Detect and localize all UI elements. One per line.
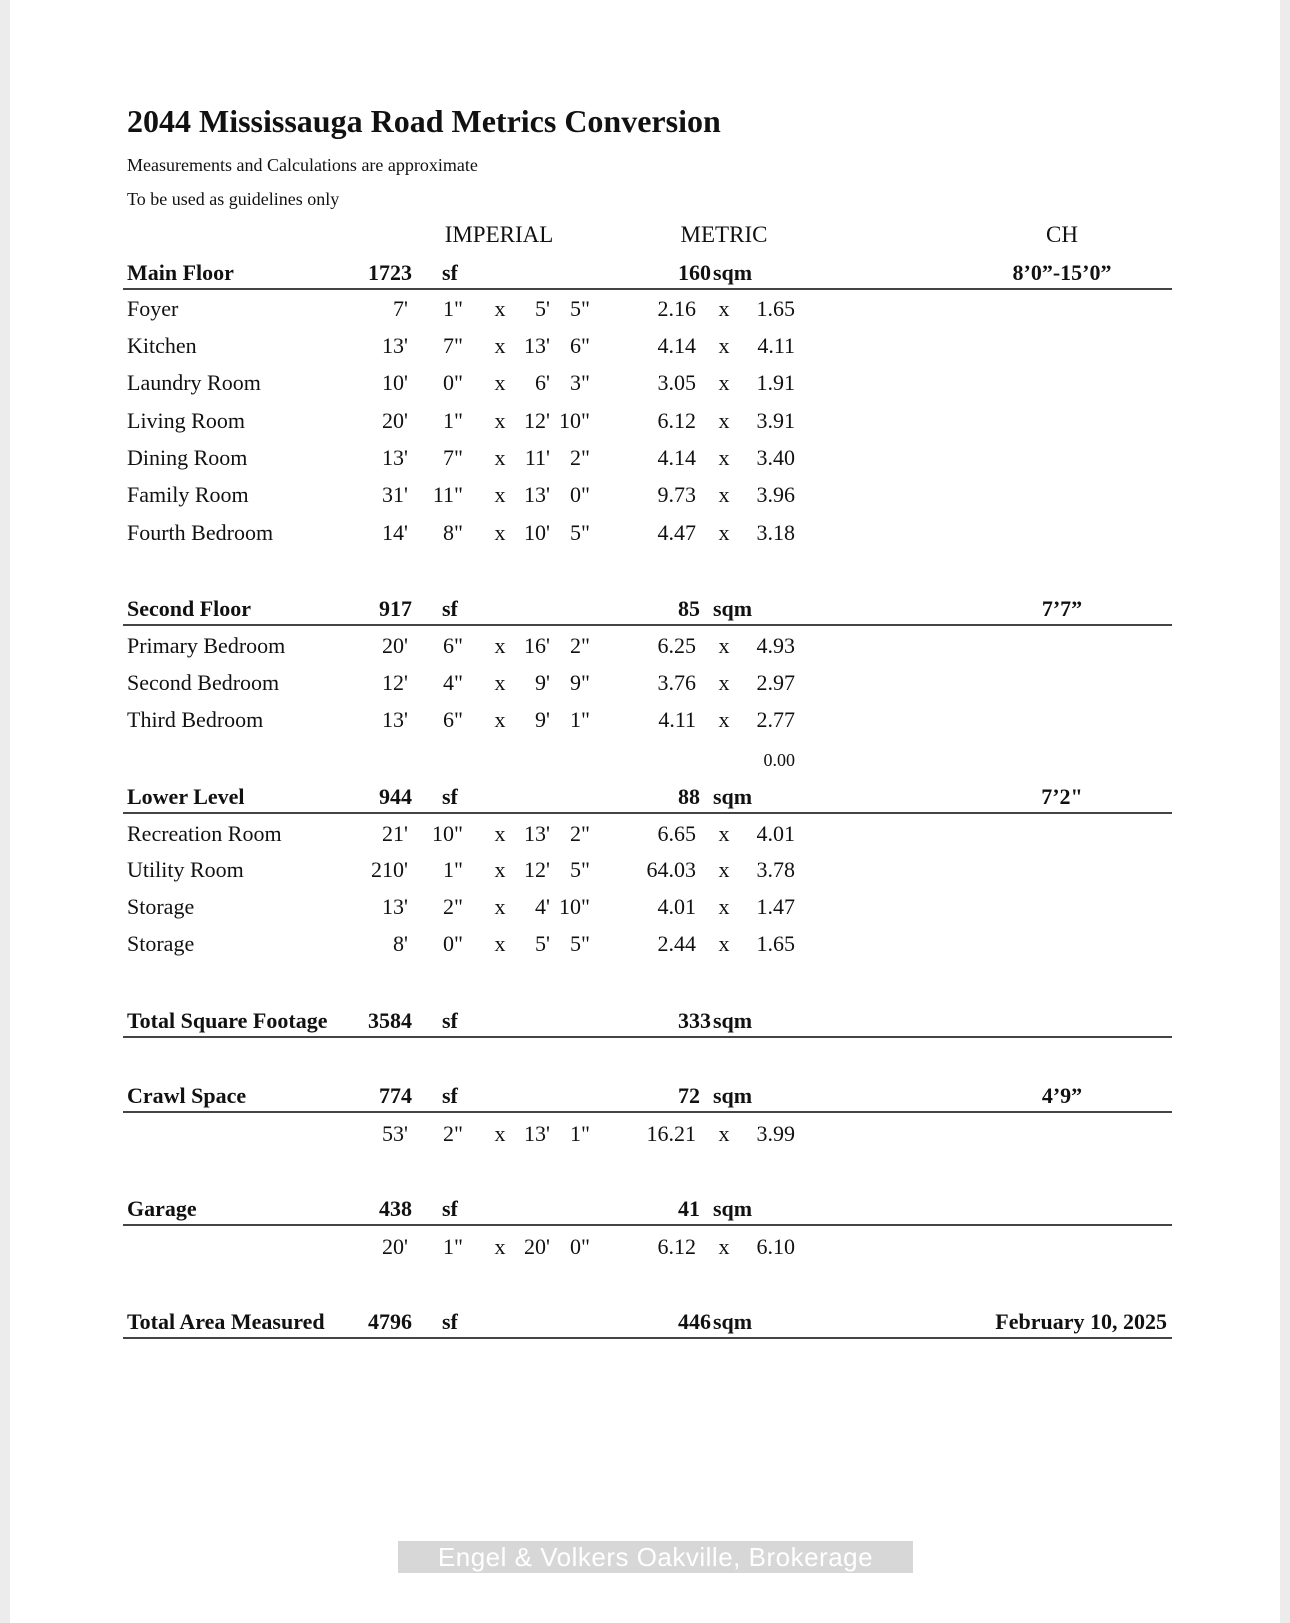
room-length-feet: 20' xyxy=(382,633,408,658)
room-width-inches: 5" xyxy=(570,857,590,882)
room-length-feet: 13' xyxy=(382,894,408,919)
times-symbol: x xyxy=(718,1121,730,1146)
times-symbol: x xyxy=(718,370,730,395)
page-title: 2044 Mississauga Road Metrics Conversion xyxy=(127,103,721,139)
section-divider xyxy=(123,1224,1172,1226)
room-name: Fourth Bedroom xyxy=(127,520,274,545)
room-name: Storage xyxy=(127,894,195,919)
times-symbol: x xyxy=(718,894,730,919)
times-symbol: x xyxy=(718,1234,730,1259)
room-length-inches: 2" xyxy=(443,1121,463,1146)
room-width-inches: 2" xyxy=(570,633,590,658)
room-length-inches: 1" xyxy=(443,408,463,433)
times-symbol: x xyxy=(494,482,506,507)
room-length-metres: 4.14 xyxy=(657,445,696,470)
column-header-ch: CH xyxy=(1046,222,1078,247)
room-width-metres: 4.93 xyxy=(756,633,795,658)
room-width-inches: 6" xyxy=(570,333,590,358)
section-title: Lower Level xyxy=(127,784,245,809)
room-width-metres: 1.47 xyxy=(756,894,795,919)
room-width-inches: 1" xyxy=(570,707,590,732)
room-length-metres: 6.12 xyxy=(657,408,696,433)
section-sf-unit: sf xyxy=(442,1309,458,1334)
times-symbol: x xyxy=(494,333,506,358)
room-name: Second Bedroom xyxy=(127,670,280,695)
section-title: Crawl Space xyxy=(127,1083,247,1108)
section-sqm-unit: sqm xyxy=(713,1008,753,1033)
room-length-inches: 0" xyxy=(443,370,463,395)
times-symbol: x xyxy=(494,821,506,846)
times-symbol: x xyxy=(494,857,506,882)
room-width-metres: 1.65 xyxy=(756,931,795,956)
section-divider xyxy=(123,1337,1172,1339)
room-width-metres: 3.18 xyxy=(756,520,795,545)
times-symbol: x xyxy=(718,296,730,321)
column-header-metric: METRIC xyxy=(680,222,768,247)
room-width-metres: 3.99 xyxy=(756,1121,795,1146)
section-sf-unit: sf xyxy=(442,784,458,809)
room-length-feet: 210' xyxy=(371,857,408,882)
room-name: Recreation Room xyxy=(127,821,282,846)
section-ceiling-height: 8’0”-15’0” xyxy=(1012,260,1112,285)
room-width-feet: 10' xyxy=(524,520,550,545)
section-sqft: 1723 xyxy=(368,260,412,285)
room-width-inches: 2" xyxy=(570,821,590,846)
section-sqm: 160 xyxy=(678,260,711,285)
times-symbol: x xyxy=(494,894,506,919)
section-ceiling-height: 7’2" xyxy=(1041,784,1083,809)
section-sf-unit: sf xyxy=(442,1196,458,1221)
times-symbol: x xyxy=(494,370,506,395)
room-length-feet: 20' xyxy=(382,1234,408,1259)
section-sqm: 41 xyxy=(678,1196,700,1221)
room-width-metres: 1.65 xyxy=(756,296,795,321)
section-sqm-unit: sqm xyxy=(713,1196,753,1221)
room-length-metres: 64.03 xyxy=(646,857,696,882)
room-name: Utility Room xyxy=(127,857,244,882)
room-width-metres: 4.11 xyxy=(757,333,795,358)
section-sqm: 85 xyxy=(678,596,700,621)
room-length-inches: 7" xyxy=(443,445,463,470)
room-length-metres: 2.44 xyxy=(657,931,696,956)
room-name: Third Bedroom xyxy=(127,707,264,732)
room-length-inches: 1" xyxy=(443,296,463,321)
room-width-inches: 0" xyxy=(570,1234,590,1259)
room-length-inches: 10" xyxy=(432,821,463,846)
section-sqft: 944 xyxy=(379,784,412,809)
times-symbol: x xyxy=(718,333,730,358)
times-symbol: x xyxy=(718,408,730,433)
room-length-feet: 12' xyxy=(382,670,408,695)
measured-date: February 10, 2025 xyxy=(995,1309,1167,1334)
room-width-inches: 10" xyxy=(559,408,590,433)
section-title: Total Area Measured xyxy=(127,1309,325,1334)
section-sqft: 4796 xyxy=(368,1309,412,1334)
zero-value: 0.00 xyxy=(763,750,795,770)
section-sqft: 438 xyxy=(379,1196,412,1221)
room-width-feet: 13' xyxy=(524,333,550,358)
room-width-metres: 2.97 xyxy=(756,670,795,695)
section-sqm-unit: sqm xyxy=(713,1083,753,1108)
section-ceiling-height: 7’7” xyxy=(1041,596,1083,621)
section-sf-unit: sf xyxy=(442,1008,458,1033)
room-length-metres: 6.25 xyxy=(657,633,696,658)
room-length-feet: 7' xyxy=(393,296,408,321)
room-length-inches: 2" xyxy=(443,894,463,919)
section-sqm: 446 xyxy=(678,1309,711,1334)
times-symbol: x xyxy=(494,520,506,545)
room-length-metres: 3.76 xyxy=(657,670,696,695)
room-width-inches: 5" xyxy=(570,296,590,321)
section-sqm-unit: sqm xyxy=(713,1309,753,1334)
room-width-metres: 3.96 xyxy=(756,482,795,507)
room-width-metres: 1.91 xyxy=(756,370,795,395)
section-sqm-unit: sqm xyxy=(713,260,753,285)
section-sf-unit: sf xyxy=(442,1083,458,1108)
room-length-metres: 6.65 xyxy=(657,821,696,846)
section-sqft: 3584 xyxy=(368,1008,412,1033)
section-title: Main Floor xyxy=(127,260,234,285)
section-divider xyxy=(123,1036,1172,1038)
section-title: Garage xyxy=(127,1196,197,1221)
room-width-metres: 2.77 xyxy=(756,707,795,732)
room-length-inches: 1" xyxy=(443,1234,463,1259)
room-width-metres: 3.78 xyxy=(756,857,795,882)
room-width-feet: 20' xyxy=(524,1234,550,1259)
room-length-inches: 1" xyxy=(443,857,463,882)
room-length-metres: 4.47 xyxy=(657,520,696,545)
room-width-metres: 4.01 xyxy=(756,821,795,846)
section-sqft: 774 xyxy=(379,1083,412,1108)
times-symbol: x xyxy=(494,633,506,658)
room-length-metres: 4.14 xyxy=(657,333,696,358)
room-name: Dining Room xyxy=(127,445,248,470)
times-symbol: x xyxy=(494,1121,506,1146)
times-symbol: x xyxy=(494,445,506,470)
room-width-feet: 12' xyxy=(524,408,550,433)
room-name: Primary Bedroom xyxy=(127,633,286,658)
times-symbol: x xyxy=(494,296,506,321)
times-symbol: x xyxy=(718,707,730,732)
room-width-feet: 5' xyxy=(535,296,550,321)
room-length-inches: 0" xyxy=(443,931,463,956)
room-width-inches: 9" xyxy=(570,670,590,695)
room-width-feet: 9' xyxy=(535,670,550,695)
room-name: Storage xyxy=(127,931,195,956)
room-width-feet: 16' xyxy=(524,633,550,658)
times-symbol: x xyxy=(494,931,506,956)
section-divider xyxy=(123,288,1172,290)
room-length-metres: 6.12 xyxy=(657,1234,696,1259)
room-length-feet: 53' xyxy=(382,1121,408,1146)
section-sqm: 72 xyxy=(678,1083,700,1108)
document-page xyxy=(10,0,1280,1623)
room-width-feet: 4' xyxy=(535,894,550,919)
room-width-inches: 1" xyxy=(570,1121,590,1146)
room-width-feet: 9' xyxy=(535,707,550,732)
room-name: Living Room xyxy=(127,408,245,433)
room-length-metres: 9.73 xyxy=(657,482,696,507)
times-symbol: x xyxy=(494,707,506,732)
room-length-feet: 13' xyxy=(382,707,408,732)
section-sqm-unit: sqm xyxy=(713,784,753,809)
room-length-metres: 4.11 xyxy=(658,707,696,732)
room-width-feet: 13' xyxy=(524,482,550,507)
section-divider xyxy=(123,1111,1172,1113)
room-width-feet: 11' xyxy=(524,445,550,470)
room-width-inches: 3" xyxy=(570,370,590,395)
times-symbol: x xyxy=(718,633,730,658)
room-width-inches: 10" xyxy=(559,894,590,919)
times-symbol: x xyxy=(494,1234,506,1259)
times-symbol: x xyxy=(718,520,730,545)
section-sf-unit: sf xyxy=(442,260,458,285)
room-width-metres: 3.91 xyxy=(756,408,795,433)
subtitle-guidelines: To be used as guidelines only xyxy=(127,189,340,209)
room-length-feet: 10' xyxy=(382,370,408,395)
room-length-inches: 6" xyxy=(443,633,463,658)
section-sqm: 333 xyxy=(678,1008,711,1033)
room-name: Foyer xyxy=(127,296,179,321)
room-length-metres: 4.01 xyxy=(657,894,696,919)
section-title: Total Square Footage xyxy=(127,1008,328,1033)
room-width-feet: 13' xyxy=(524,821,550,846)
column-header-imperial: IMPERIAL xyxy=(444,222,554,247)
room-width-feet: 12' xyxy=(524,857,550,882)
section-title: Second Floor xyxy=(127,596,252,621)
room-length-feet: 8' xyxy=(393,931,408,956)
room-length-metres: 3.05 xyxy=(657,370,696,395)
room-width-inches: 0" xyxy=(570,482,590,507)
room-width-inches: 2" xyxy=(570,445,590,470)
watermark: Engel & Volkers Oakville, Brokerage xyxy=(398,1541,913,1573)
room-length-inches: 8" xyxy=(443,520,463,545)
room-length-inches: 11" xyxy=(432,482,463,507)
room-width-inches: 5" xyxy=(570,931,590,956)
room-length-feet: 31' xyxy=(382,482,408,507)
room-width-metres: 6.10 xyxy=(756,1234,795,1259)
section-ceiling-height: 4’9” xyxy=(1041,1083,1083,1108)
times-symbol: x xyxy=(718,931,730,956)
room-length-feet: 21' xyxy=(382,821,408,846)
room-width-metres: 3.40 xyxy=(756,445,795,470)
section-sqft: 917 xyxy=(379,596,412,621)
room-length-metres: 16.21 xyxy=(646,1121,696,1146)
room-length-feet: 13' xyxy=(382,333,408,358)
room-length-feet: 14' xyxy=(382,520,408,545)
times-symbol: x xyxy=(718,821,730,846)
room-name: Family Room xyxy=(127,482,249,507)
times-symbol: x xyxy=(494,408,506,433)
room-length-feet: 20' xyxy=(382,408,408,433)
room-length-metres: 2.16 xyxy=(657,296,696,321)
room-length-inches: 6" xyxy=(443,707,463,732)
room-length-inches: 7" xyxy=(443,333,463,358)
section-divider xyxy=(123,812,1172,814)
times-symbol: x xyxy=(718,670,730,695)
room-width-inches: 5" xyxy=(570,520,590,545)
section-divider xyxy=(123,624,1172,626)
times-symbol: x xyxy=(494,670,506,695)
section-sf-unit: sf xyxy=(442,596,458,621)
room-length-inches: 4" xyxy=(443,670,463,695)
subtitle-approximate: Measurements and Calculations are approximate xyxy=(127,155,478,175)
times-symbol: x xyxy=(718,857,730,882)
room-name: Laundry Room xyxy=(127,370,261,395)
room-length-feet: 13' xyxy=(382,445,408,470)
room-width-feet: 6' xyxy=(535,370,550,395)
section-sqm: 88 xyxy=(678,784,700,809)
room-width-feet: 13' xyxy=(524,1121,550,1146)
times-symbol: x xyxy=(718,445,730,470)
room-name: Kitchen xyxy=(127,333,197,358)
times-symbol: x xyxy=(718,482,730,507)
section-sqm-unit: sqm xyxy=(713,596,753,621)
room-width-feet: 5' xyxy=(535,931,550,956)
